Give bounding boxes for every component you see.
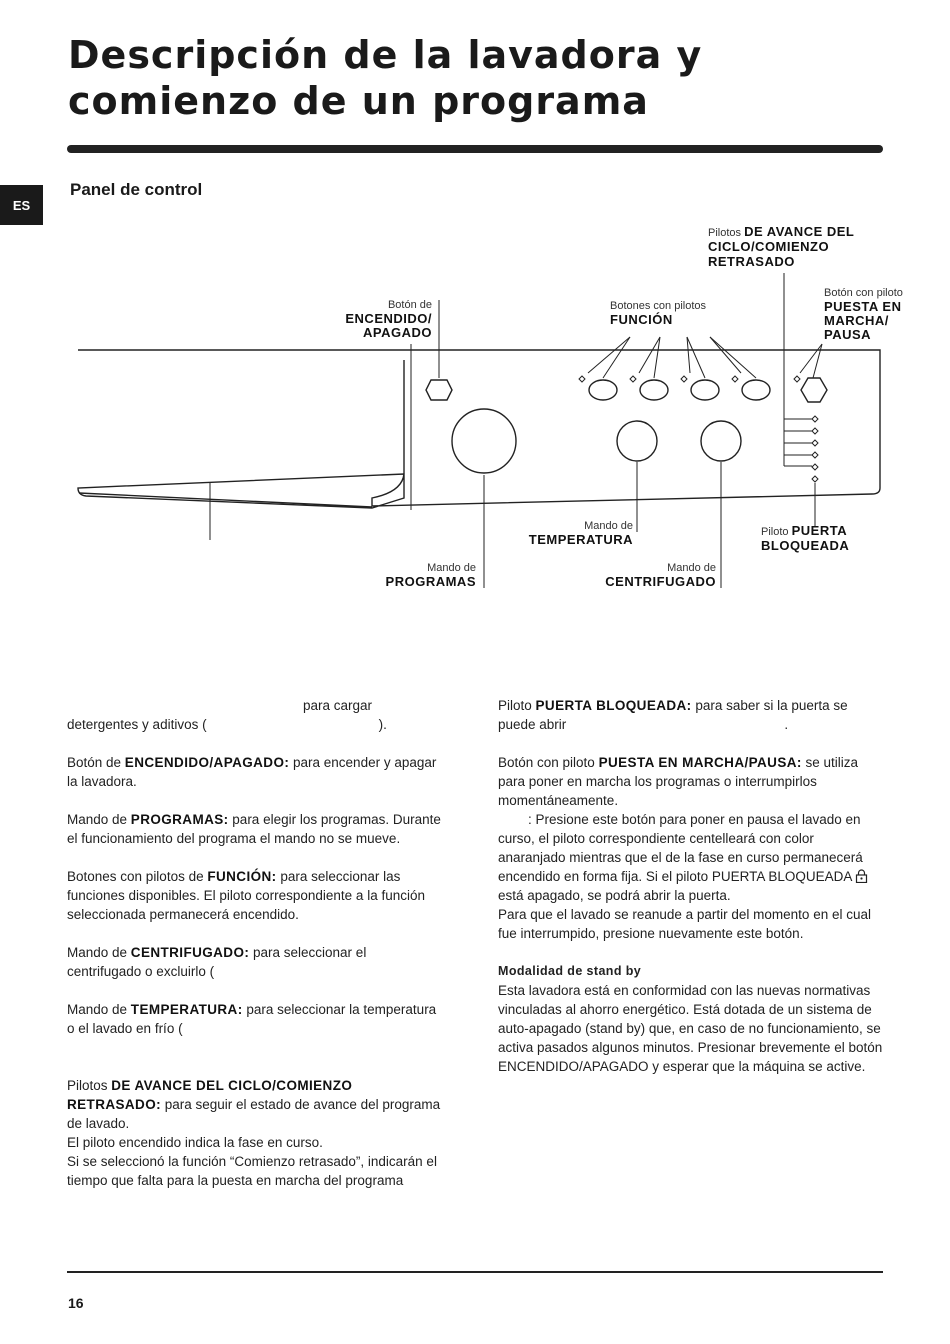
standby-heading: Modalidad de stand by [498,964,642,978]
label-start-pause-button: Botón con piloto PUESTA EN MARCHA/ PAUSA [824,287,903,342]
function-button-3-shape [691,380,719,400]
paragraph-power-button: Botón de ENCENDIDO/APAGADO: para encender y apagar la lavadora. [67,755,437,789]
language-tab: ES [0,185,43,225]
label-program-knob: Mando de PROGRAMAS [385,562,476,589]
start-button-shape [801,378,827,402]
paragraph-function-buttons: Botones con pilotos de FUNCIÓN: para seleccionar las funciones disponibles. El piloto correspondiente a la función seleccionada permanecerá encendido. [67,869,425,922]
paragraph-program-knob: Mando de PROGRAMAS: para elegir los programas. Durante el funcionamiento del programa el mando no se mueve. [67,812,441,846]
paragraph-temperature-knob: Mando de TEMPERATURA: para seleccionar la temperatura o el lavado en frío ( [67,1002,437,1036]
label-temperature-knob: Mando de TEMPERATURA [528,520,633,547]
paragraph-spin-knob: Mando de CENTRIFUGADO: para seleccionar el centrifugado o excluirlo ( [67,945,367,979]
page-title: Descripción de la lavadora y comienzo de un programa [68,33,703,123]
page-number: 16 [68,1295,84,1311]
footer-rule [67,1271,883,1273]
function-button-4-shape [742,380,770,400]
temperature-knob-shape [617,421,657,461]
paragraph-cycle-pilots: Pilotos DE AVANCE DEL CICLO/COMIENZO RETRASADO: para seguir el estado de avance del programa de lavado. El piloto encendido indica la fase en curso. Si se seleccionó la función “Comienzo retrasado”, indicarán el tiempo que falta para la puesta en marcha del programa [67,1078,441,1188]
function-button-1-shape [589,380,617,400]
section-title: Panel de control [70,180,203,199]
power-button-shape [426,380,452,400]
label-power-button: Botón de ENCENDIDO/ APAGADO [345,299,432,340]
paragraph-detergent-drawer: para cargar detergentes y aditivos ( ). [67,698,387,732]
spin-knob-shape [701,421,741,461]
control-panel-diagram [0,0,950,620]
padlock-icon [855,869,868,883]
panel-outline [78,350,880,508]
right-column [498,696,884,1076]
paragraph-start-pause-button: Botón con piloto PUESTA EN MARCHA/PAUSA: se utiliza para poner en marcha los programas o interrumpirlos momentáneamente. : Presione este botón para poner en pausa el lavado en curso, el piloto correspondiente centelleará con color anaranjado mientras que el de la fase en curso permanecerá encendido en forma fija. Si el piloto PUERTA BLOQUEADA está apagado, se podrá abrir la puerta. Para que el lavado se reanude a partir del momento en el cual fue interrumpido, presione nuevamente este botón. [498,755,871,941]
paragraph-door-locked: Piloto PUERTA BLOQUEADA: para saber si la puerta se puede abrir . [498,698,848,732]
label-function-buttons: Botones con pilotos FUNCIÓN [610,300,707,327]
paragraph-standby: Esta lavadora está en conformidad con las nuevas normativas vinculadas al ahorro energético. Está dotada de un sistema de auto-apagado (stand by) que, en caso de no funcionamiento, se activa pasados algunos minutos. Presionar brevemente el botón ENCENDIDO/APAGADO y esperar que la máquina se active. [498,983,883,1074]
label-cycle-pilots: Pilotos DE AVANCE DEL CICLO/COMIENZO RETRASADO [708,224,855,269]
program-knob-shape [452,409,516,473]
left-column [67,696,441,1190]
label-door-locked: Piloto PUERTA BLOQUEADA [761,523,850,553]
function-button-2-shape [640,380,668,400]
label-spin-knob: Mando de CENTRIFUGADO [605,562,716,589]
